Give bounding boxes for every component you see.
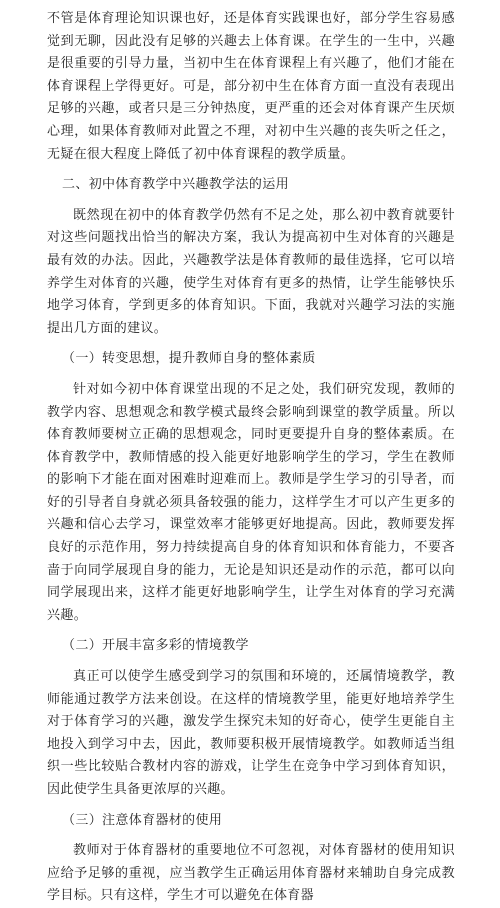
section-heading-interest-method: 二、初中体育教学中兴趣教学法的运用 bbox=[62, 177, 289, 193]
paragraph-interest-problem: 不管是体育理论知识课也好，还是体育实践课也好，部分学生容易感觉到无聊，因此没有足够的兴趣去上体育课。在学生的一生中，兴趣是很重要的引导力量，当初中生在体育课程上有兴趣了，他们才能在体育课程上学得更好。可是，部分初中生在体育方面一直没有表现出足够的兴趣，或者只是三分钟热度，更严重的还会对体育课产生厌烦心理，如果体育教师对此置之不理，对初中生兴趣的丧失听之任之，无疑在很大程度上降低了初中体育课程的教学质量。 bbox=[47, 11, 455, 162]
paragraph-situational-teaching: 真正可以使学生感受到学习的氛围和环境的，还属情境教学，教师能通过教学方法来创设。在这样的情境教学里，能更好地培养学生对于体育学习的兴趣，激发学生探究未知的好奇心，使学生更能自主地投入到学习中去，因此，教师要积极开展情境教学。如教师适当组织一些比较贴合教材内容的游戏，让学生在竞争中学习到体育知识，因此使学生具备更浓厚的兴趣。 bbox=[47, 669, 455, 797]
paragraph-method-intro: 既然现在初中的体育教学仍然有不足之处，那么初中教育就要针对这些问题找出恰当的解决方案，我认为提高初中生对体育的兴趣是最有效的办法。因此，兴趣教学法是体育教师的最佳选择，它可以培养学生对体育的兴趣，使学生对体育有更多的热情，让学生能够快乐地学习体育，学到更多的体育知识。下面，我就对兴趣学习法的实施提出几方面的建议。 bbox=[47, 207, 455, 336]
document-page bbox=[47, 8, 455, 908]
paragraph-teacher-quality: 针对如今初中体育课堂出现的不足之处，我们研究发现，教师的教学内容、思想观念和教学模式最终会影响到课堂的教学质量。所以体育教师要树立正确的思想观念，同时更要提升自身的整体素质。在体育教学中，教师情感的投入能更好地影响学生的学习，学生在教师的影响下才能在面对困难时迎难而上。教师是学生学习的引导者，而好的引导者自身就必须具备较强的能力，这样学生才可以产生更多的兴趣和信心去学习，课堂效率才能够更好地提高。因此，教师要发挥良好的示范作用，努力持续提高自身的体育知识和体育能力，不要吝啬于向同学展现自身的能力，无论是知识还是动作的示范，都可以向同学展现出来，这样才能更好地影响学生，让学生对体育的学习充满兴趣。 bbox=[47, 381, 455, 623]
paragraph-equipment-use: 教师对于体育器材的重要地位不可忽视，对体育器材的使用知识应给予足够的重视，应当教学生正确运用体育器材来辅助自身完成教学目标。只有这样，学生才可以避免在体育器 bbox=[47, 843, 455, 904]
subheading-situational-teaching: （二）开展丰富多彩的情境教学 bbox=[62, 638, 249, 654]
subheading-teacher-quality: （一）转变思想，提升教师自身的整体素质 bbox=[62, 351, 316, 367]
subheading-equipment-use: （三）注意体育器材的使用 bbox=[62, 812, 223, 828]
